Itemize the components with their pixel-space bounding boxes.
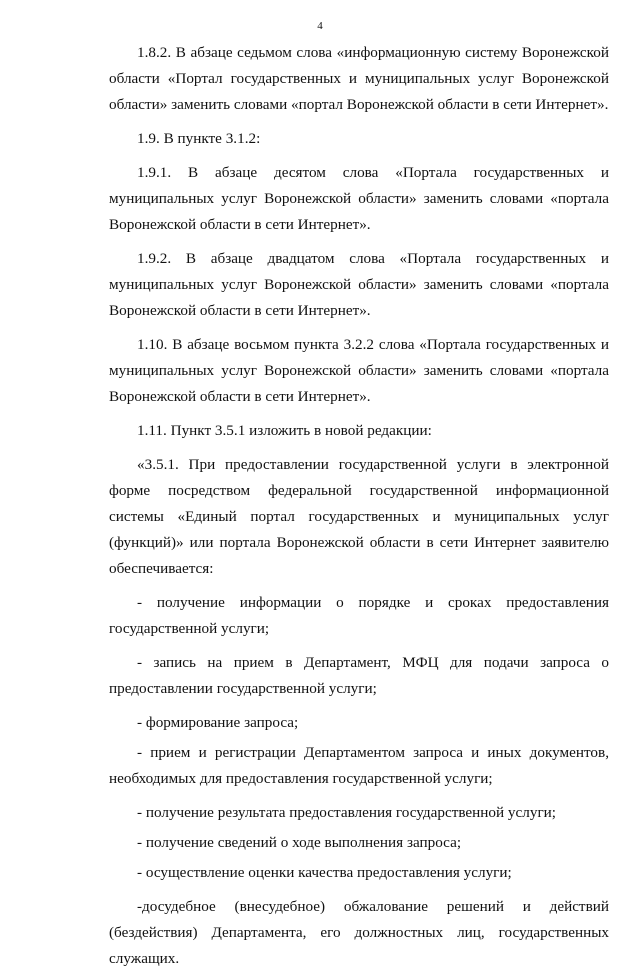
list-item: - получение сведений о ходе выполнения запроса; — [137, 834, 462, 851]
list-item: - запись на прием в Департамент, МФЦ для подачи запроса о предоставлении государственной услуги; — [109, 654, 609, 697]
list-item: - получение информации о порядке и сроках предоставления государственной услуги; — [109, 594, 609, 637]
paragraph-1-8-2: 1.8.2. В абзаце седьмом слова «информационную систему Воронежской области «Портал государственных и муниципальных услуг Воронежской области» заменить словами «портал Воронежской области в сети Интернет». — [109, 44, 609, 113]
page-number: 4 — [317, 20, 323, 32]
paragraph-1-9: 1.9. В пункте 3.1.2: — [137, 130, 261, 147]
list-item: - прием и регистрации Департаментом запроса и иных документов, необходимых для предоставления государственной услуги; — [109, 744, 609, 787]
paragraph-1-11: 1.11. Пункт 3.5.1 изложить в новой редакции: — [137, 422, 432, 439]
list-item: - осуществление оценки качества предоставления услуги; — [137, 864, 512, 881]
paragraph-1-9-1: 1.9.1. В абзаце десятом слова «Портала государственных и муниципальных услуг Воронежской области» заменить словами «портала Воронежской области в сети Интернет». — [109, 164, 609, 233]
list-item: - формирование запроса; — [137, 714, 299, 731]
document-body — [109, 40, 609, 980]
paragraph-1-9-2: 1.9.2. В абзаце двадцатом слова «Портала государственных и муниципальных услуг Воронежской области» заменить словами «портала Воронежской области в сети Интернет». — [109, 250, 609, 319]
list-item: -досудебное (внесудебное) обжалование решений и действий (бездействия) Департамента, его должностных лиц, государственных служащих. — [109, 898, 609, 967]
paragraph-3-5-1: «3.5.1. При предоставлении государственной услуги в электронной форме посредством федеральной государственной информационной системы «Единый портал государственных и муниципальных услуг (функций)» или портала Воронежской области в сети Интернет заявителю обеспечивается: — [109, 456, 609, 577]
list-item: - получение результата предоставления государственной услуги; — [137, 804, 557, 821]
paragraph-1-10: 1.10. В абзаце восьмом пункта 3.2.2 слова «Портала государственных и муниципальных услуг Воронежской области» заменить словами «портала Воронежской области в сети Интернет». — [109, 336, 609, 405]
